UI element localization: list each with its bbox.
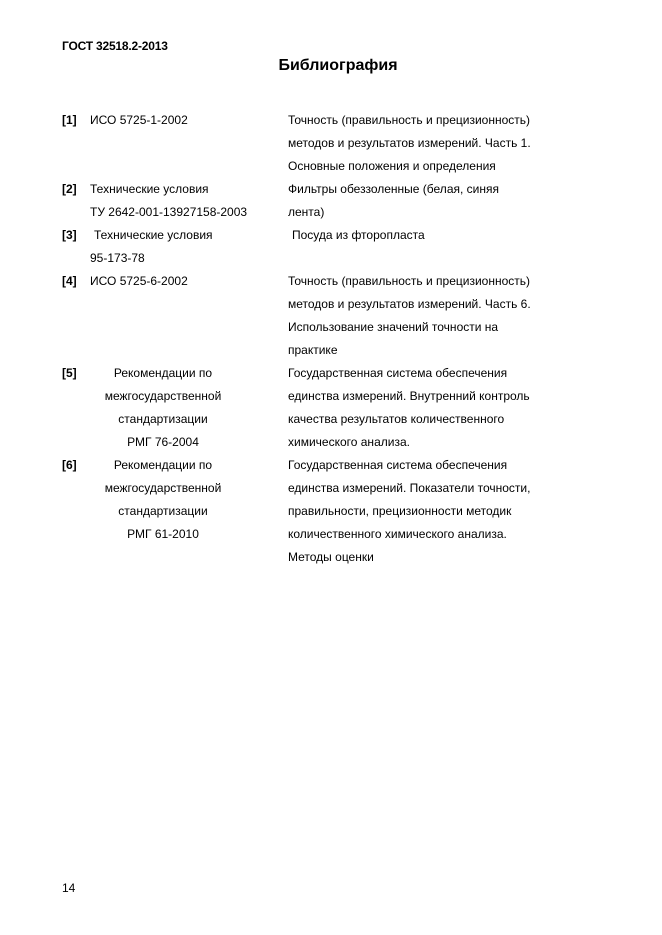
description-line: Государственная система обеспечения: [288, 458, 508, 472]
entry-reference: [90, 454, 236, 546]
reference-line: стандартизации: [118, 504, 208, 518]
description-line: Использование значений точности на: [288, 320, 499, 334]
description-line: качества результатов количественного: [288, 412, 505, 426]
page-title: Библиография: [278, 57, 398, 74]
description-line: Фильтры обеззоленные (белая, синяя: [288, 182, 499, 196]
entry-description: [288, 454, 602, 569]
entry-reference: [90, 362, 236, 454]
entry-reference: [90, 109, 288, 132]
bibliography-entry-4: [62, 270, 602, 362]
description-line: правильности, прецизионности методик: [288, 504, 512, 518]
reference-line: межгосударственной: [104, 389, 222, 403]
entry-reference: [90, 270, 288, 293]
description-line: практике: [288, 343, 338, 357]
entry-description: [288, 109, 602, 178]
description-line: единства измерений. Внутренний контроль: [288, 389, 530, 403]
description-line: Посуда из фторопласта: [292, 228, 425, 242]
reference-line: РМГ 76-2004: [127, 435, 199, 449]
entry-number: [5]: [62, 366, 77, 380]
description-line: Основные положения и определения: [288, 159, 496, 173]
entry-number: [3]: [62, 228, 77, 242]
description-line: количественного химического анализа.: [288, 527, 507, 541]
description-line: методов и результатов измерений. Часть 6.: [288, 297, 531, 311]
reference-line: Технические условия: [94, 228, 213, 242]
bibliography-entry-5: [62, 362, 602, 454]
bibliography-entry-1: [62, 109, 602, 178]
reference-line: межгосударственной: [104, 481, 222, 495]
bibliography-list: [62, 109, 602, 569]
description-line: химического анализа.: [288, 435, 410, 449]
entry-number: [1]: [62, 113, 77, 127]
reference-line: стандартизации: [118, 412, 208, 426]
description-line: Точность (правильность и прецизионность): [288, 274, 531, 288]
entry-description: [292, 224, 602, 270]
reference-line: 95-173-78: [90, 251, 145, 265]
description-line: единства измерений. Показатели точности,: [288, 481, 531, 495]
document-code: ГОСТ 32518.2-2013: [62, 39, 168, 53]
description-line: Государственная система обеспечения: [288, 366, 508, 380]
entry-reference: [90, 224, 292, 270]
reference-line: ТУ 2642-001-13927158-2003: [90, 205, 248, 219]
entry-description: [288, 270, 602, 362]
bibliography-entry-2: [62, 178, 602, 224]
bibliography-entry-3: [62, 224, 602, 270]
description-line: [292, 247, 602, 270]
description-line: методов и результатов измерений. Часть 1.: [288, 136, 531, 150]
entry-number: [6]: [62, 458, 77, 472]
description-line: Методы оценки: [288, 550, 374, 564]
reference-line: Технические условия: [90, 182, 209, 196]
entry-description: [288, 362, 602, 454]
reference-line: Рекомендации по: [113, 458, 213, 472]
entry-number: [2]: [62, 182, 77, 196]
bibliography-entry-6: [62, 454, 602, 569]
description-line: лента): [288, 205, 325, 219]
description-line: Точность (правильность и прецизионность): [288, 113, 531, 127]
reference-line: Рекомендации по: [113, 366, 213, 380]
page-number: 14: [62, 881, 76, 895]
entry-number: [4]: [62, 274, 77, 288]
reference-line: РМГ 61-2010: [127, 527, 199, 541]
reference-line: ИСО 5725-1-2002: [90, 113, 188, 127]
entry-reference: [90, 178, 288, 224]
entry-description: [288, 178, 602, 224]
reference-line: ИСО 5725-6-2002: [90, 274, 188, 288]
